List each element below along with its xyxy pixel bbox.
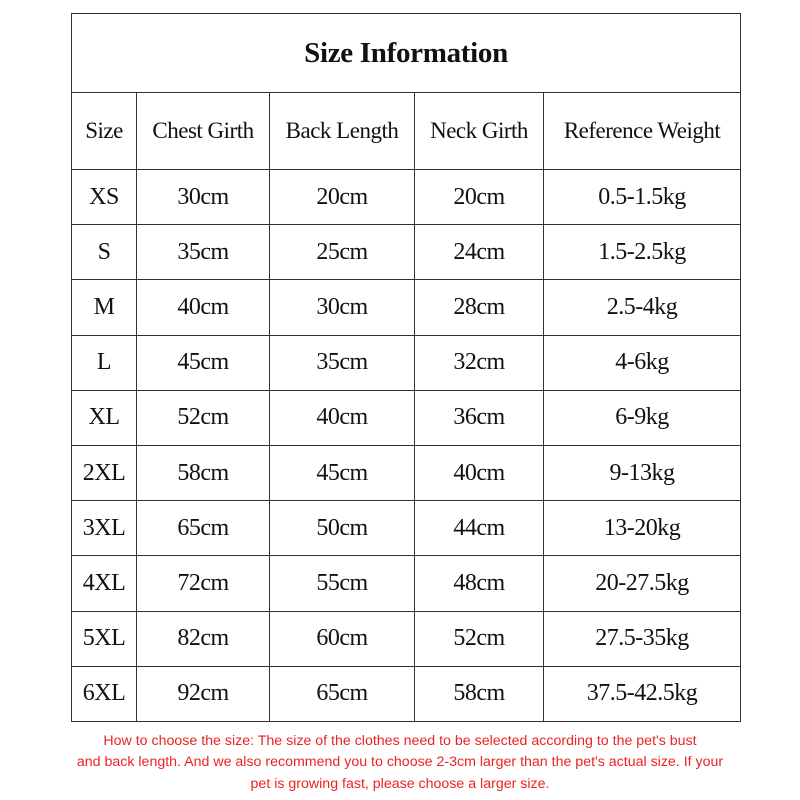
size-cell: 5XL	[72, 611, 137, 666]
table-row	[72, 280, 741, 335]
reference-weight-cell: 0.5-1.5kg	[544, 170, 741, 225]
chest-girth-cell: 72cm	[137, 556, 270, 611]
size-cell: 6XL	[72, 666, 137, 721]
table-row	[72, 225, 741, 280]
back-length-cell: 50cm	[270, 501, 415, 556]
reference-weight-cell: 20-27.5kg	[544, 556, 741, 611]
neck-girth-cell: 32cm	[415, 335, 544, 390]
size-cell: 4XL	[72, 556, 137, 611]
chest-girth-cell: 65cm	[137, 501, 270, 556]
reference-weight-cell: 2.5-4kg	[544, 280, 741, 335]
reference-weight-cell: 9-13kg	[544, 445, 741, 500]
reference-weight-cell: 4-6kg	[544, 335, 741, 390]
reference-weight-cell: 1.5-2.5kg	[544, 225, 741, 280]
size-chart	[71, 13, 740, 722]
neck-girth-cell: 28cm	[415, 280, 544, 335]
size-cell: XS	[72, 170, 137, 225]
neck-girth-cell: 20cm	[415, 170, 544, 225]
back-length-cell: 30cm	[270, 280, 415, 335]
size-table	[71, 13, 741, 722]
chest-girth-cell: 92cm	[137, 666, 270, 721]
table-row	[72, 390, 741, 445]
table-row	[72, 666, 741, 721]
column-header-back-length: Back Length	[270, 93, 415, 170]
neck-girth-cell: 36cm	[415, 390, 544, 445]
back-length-cell: 65cm	[270, 666, 415, 721]
back-length-cell: 20cm	[270, 170, 415, 225]
size-cell: M	[72, 280, 137, 335]
reference-weight-cell: 37.5-42.5kg	[544, 666, 741, 721]
size-guide-note	[0, 731, 800, 795]
reference-weight-cell: 13-20kg	[544, 501, 741, 556]
neck-girth-cell: 52cm	[415, 611, 544, 666]
reference-weight-cell: 6-9kg	[544, 390, 741, 445]
table-row	[72, 170, 741, 225]
table-row	[72, 445, 741, 500]
chest-girth-cell: 40cm	[137, 280, 270, 335]
back-length-cell: 40cm	[270, 390, 415, 445]
table-row	[72, 501, 741, 556]
size-cell: L	[72, 335, 137, 390]
back-length-cell: 25cm	[270, 225, 415, 280]
table-row	[72, 556, 741, 611]
chest-girth-cell: 30cm	[137, 170, 270, 225]
reference-weight-cell: 27.5-35kg	[544, 611, 741, 666]
table-row	[72, 335, 741, 390]
chest-girth-cell: 52cm	[137, 390, 270, 445]
back-length-cell: 60cm	[270, 611, 415, 666]
neck-girth-cell: 24cm	[415, 225, 544, 280]
size-cell: 2XL	[72, 445, 137, 500]
chest-girth-cell: 45cm	[137, 335, 270, 390]
size-cell: S	[72, 225, 137, 280]
table-title: Size Information	[72, 14, 741, 93]
header-row	[72, 93, 741, 170]
neck-girth-cell: 44cm	[415, 501, 544, 556]
column-header-size: Size	[72, 93, 137, 170]
note-line: How to choose the size: The size of the clothes need to be selected according to the pet's bust	[103, 733, 697, 749]
back-length-cell: 55cm	[270, 556, 415, 611]
column-header-reference-weight: Reference Weight	[544, 93, 741, 170]
size-cell: 3XL	[72, 501, 137, 556]
note-line: and back length. And we also recommend you to choose 2-3cm larger than the pet's actual size. If your	[76, 754, 724, 771]
back-length-cell: 35cm	[270, 335, 415, 390]
chest-girth-cell: 82cm	[137, 611, 270, 666]
neck-girth-cell: 48cm	[415, 556, 544, 611]
note-line: pet is growing fast, please choose a larger size.	[250, 775, 550, 792]
column-header-chest-girth: Chest Girth	[137, 93, 270, 170]
back-length-cell: 45cm	[270, 445, 415, 500]
chest-girth-cell: 35cm	[137, 225, 270, 280]
column-header-neck-girth: Neck Girth	[415, 93, 544, 170]
chest-girth-cell: 58cm	[137, 445, 270, 500]
neck-girth-cell: 40cm	[415, 445, 544, 500]
size-cell: XL	[72, 390, 137, 445]
table-row	[72, 611, 741, 666]
neck-girth-cell: 58cm	[415, 666, 544, 721]
